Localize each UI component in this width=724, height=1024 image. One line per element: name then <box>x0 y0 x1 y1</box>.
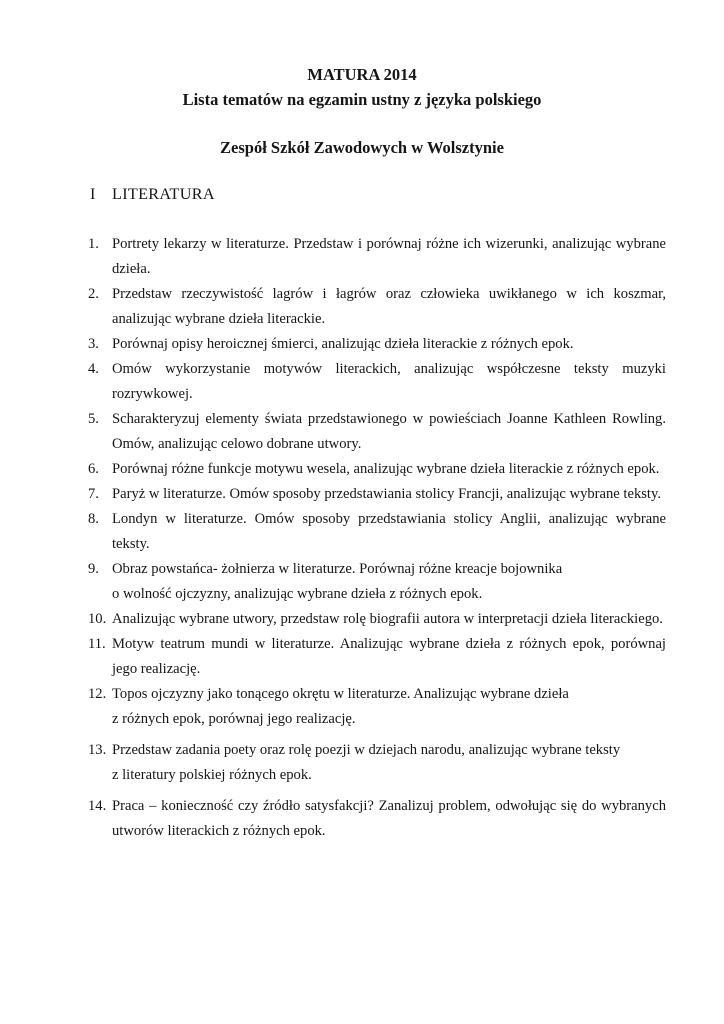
topic-text <box>112 482 666 507</box>
topic-text <box>112 357 666 407</box>
topic-number: 3. <box>88 336 99 352</box>
topic-line: Omów wykorzystanie motywów literackich, analizując współczesne teksty muzyki rozrywkowej. <box>112 361 666 402</box>
topic-item <box>88 357 666 407</box>
topic-item <box>88 507 666 557</box>
section-title: LITERATURA <box>112 185 215 203</box>
topic-line: Paryż w literaturze. Omów sposoby przedstawiania stolicy Francji, analizując wybrane teksty. <box>112 486 661 502</box>
section-numeral: I <box>90 185 96 203</box>
topic-line: Topos ojczyzny jako tonącego okrętu w literaturze. Analizując wybrane dzieła <box>112 686 569 702</box>
topic-item <box>88 794 666 844</box>
topic-item <box>88 738 666 788</box>
topic-text <box>112 507 666 557</box>
topic-number: 14. <box>88 798 107 814</box>
topic-line: Obraz powstańca- żołnierza w literaturze. Porównaj różne kreacje bojownika <box>112 561 563 577</box>
document-header <box>0 62 724 112</box>
topic-text <box>112 457 666 482</box>
topic-item <box>88 457 666 482</box>
doc-subtitle: Lista tematów na egzamin ustny z języka polskiego <box>182 90 542 109</box>
topic-number: 10. <box>88 611 107 627</box>
topic-item <box>88 407 666 457</box>
topic-item <box>88 332 666 357</box>
topic-line: Scharakteryzuj elementy świata przedstawionego w powieściach Joanne Kathleen Rowling. Omów, analizując celowo dobrane utwory. <box>112 411 666 452</box>
topic-text <box>112 332 666 357</box>
topic-line: Portrety lekarzy w literaturze. Przedstaw i porównaj różne ich wizerunki, analizując wybrane dzieła. <box>112 236 666 277</box>
topic-list <box>88 232 666 844</box>
topic-item <box>88 607 666 632</box>
topic-item <box>88 482 666 507</box>
topic-number: 6. <box>88 461 99 477</box>
topic-text <box>112 632 666 682</box>
topic-text <box>112 607 666 632</box>
topic-line: Analizując wybrane utwory, przedstaw rolę biografii autora w interpretacji dzieła literackiego. <box>112 611 663 627</box>
topic-number: 8. <box>88 511 99 527</box>
topic-text <box>112 682 666 732</box>
topic-number: 5. <box>88 411 99 427</box>
topic-line: Porównaj różne funkcje motywu wesela, analizując wybrane dzieła literackie z różnych epok. <box>112 461 660 477</box>
doc-title: MATURA 2014 <box>307 65 417 84</box>
topic-line: Przedstaw rzeczywistość lagrów i łagrów oraz człowieka uwikłanego w ich koszmar, analizując wybrane dzieła literackie. <box>112 286 666 327</box>
school-name: Zespół Szkół Zawodowych w Wolsztynie <box>220 138 504 157</box>
section-heading <box>90 182 666 207</box>
topic-item <box>88 282 666 332</box>
topic-item <box>88 557 666 607</box>
topic-line: Przedstaw zadania poety oraz rolę poezji w dziejach narodu, analizując wybrane teksty <box>112 742 621 758</box>
topic-number: 13. <box>88 742 107 758</box>
topic-item <box>88 632 666 682</box>
topic-number: 1. <box>88 236 99 252</box>
topic-line: Porównaj opisy heroicznej śmierci, analizując dzieła literackie z różnych epok. <box>112 336 574 352</box>
topic-line: z literatury polskiej różnych epok. <box>112 767 312 783</box>
topic-text <box>112 557 666 607</box>
topic-text <box>112 738 666 788</box>
topic-line: Londyn w literaturze. Omów sposoby przedstawiania stolicy Anglii, analizując wybrane teksty. <box>112 511 666 552</box>
topic-number: 11. <box>88 636 106 652</box>
topic-line: o wolność ojczyzny, analizując wybrane dzieła z różnych epok. <box>112 586 483 602</box>
topic-number: 9. <box>88 561 99 577</box>
topic-number: 12. <box>88 686 107 702</box>
topic-text <box>112 282 666 332</box>
topic-line: z różnych epok, porównaj jego realizację. <box>112 711 356 727</box>
topic-text <box>112 794 666 844</box>
topic-line: Praca – konieczność czy źródło satysfakcji? Zanalizuj problem, odwołując się do wybranych utworów literackich z różnych epok. <box>112 798 666 839</box>
topic-text <box>112 232 666 282</box>
topic-number: 7. <box>88 486 99 502</box>
topic-number: 4. <box>88 361 99 377</box>
topic-item <box>88 232 666 282</box>
topic-line: Motyw teatrum mundi w literaturze. Analizując wybrane dzieła z różnych epok, porównaj jego realizację. <box>112 636 666 677</box>
topic-number: 2. <box>88 286 99 302</box>
topic-text <box>112 407 666 457</box>
topic-item <box>88 682 666 732</box>
